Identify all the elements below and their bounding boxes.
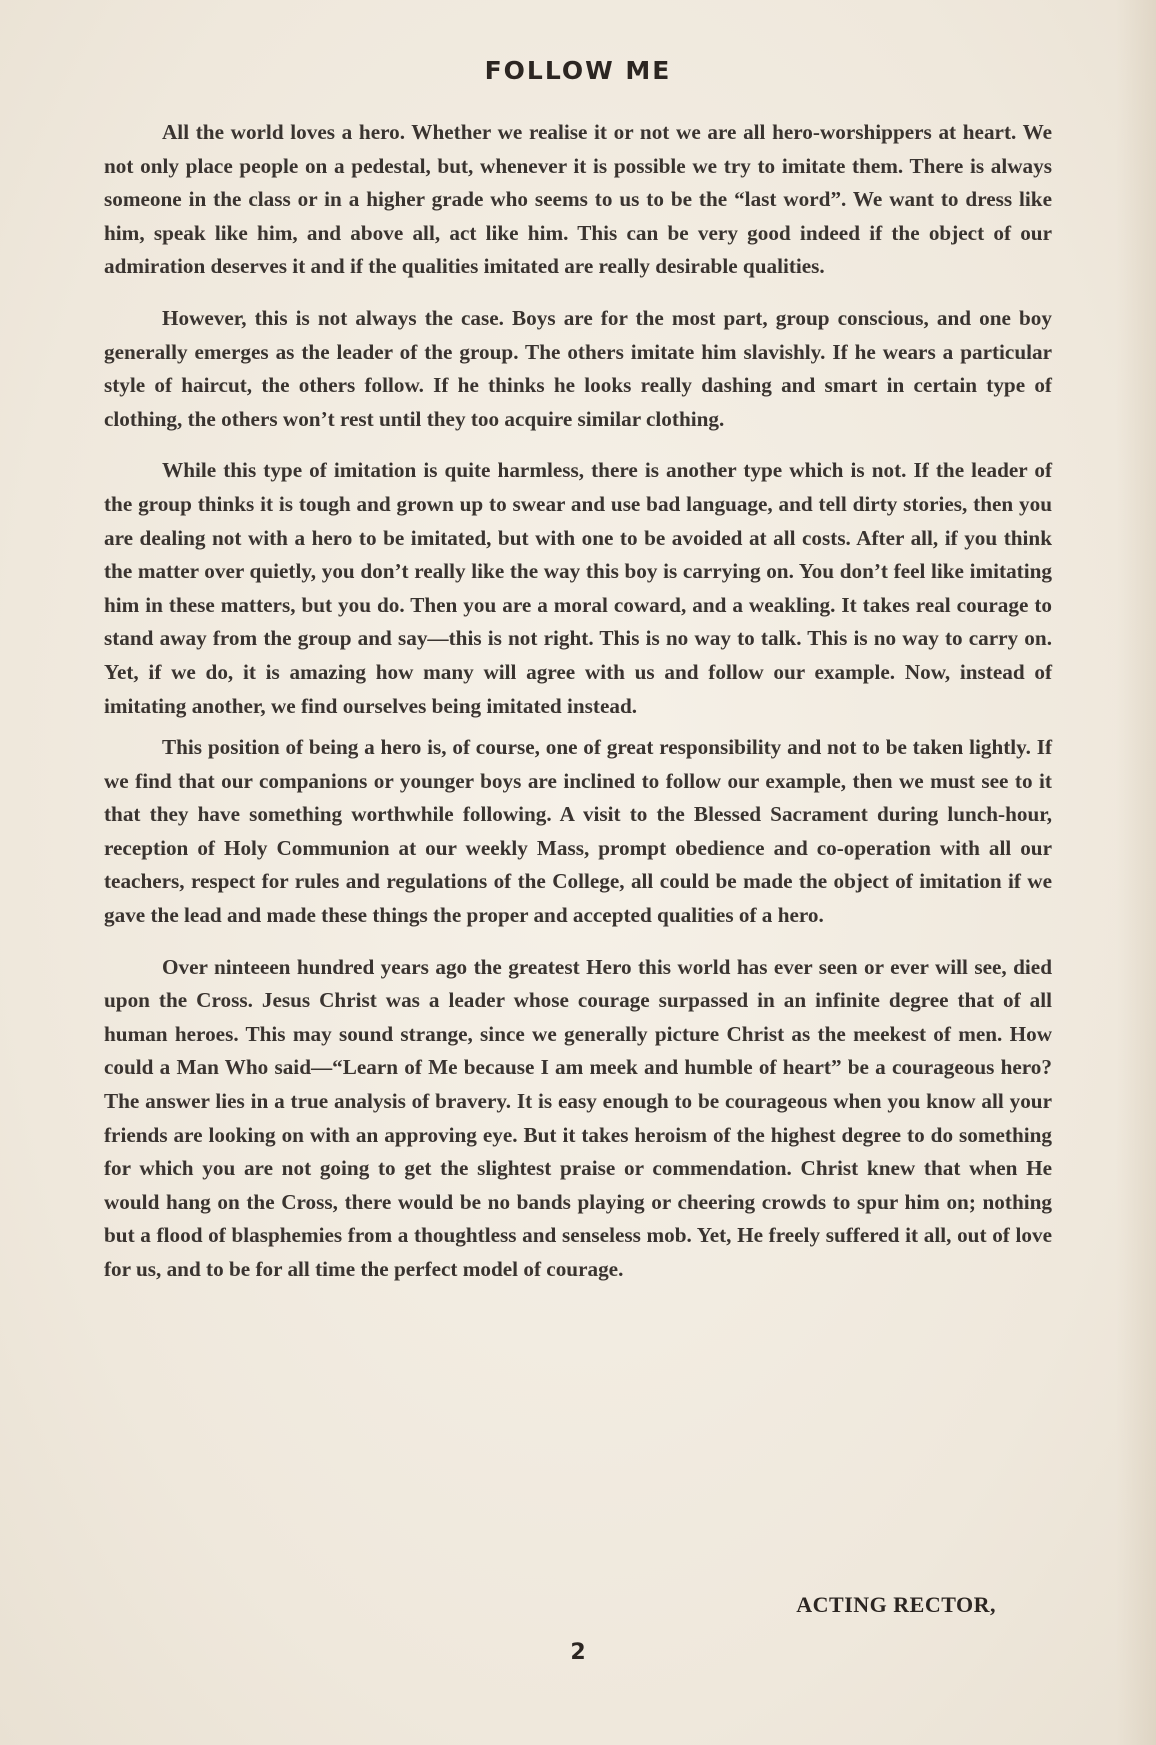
paragraph-4: This position of being a hero is, of course, one of great responsibility and not to be taken lightly. If we find that our companions or younger boys are inclined to follow our example, then we must see to it that they have something worthwhile following. A visit to the Blessed Sacrament during lunch-hour, reception of Holy Communion at our weekly Mass, prompt obedience and co-operation with all our teachers, respect for rules and regulations of the College, all could be made the object of imitation if we gave the lead and made these things the proper and accepted qualities of a hero. <box>104 735 1052 928</box>
article-body <box>104 116 1052 1305</box>
page-title: FOLLOW ME <box>484 56 672 85</box>
page-fold-shadow <box>1116 0 1156 1745</box>
paragraph-3: While this type of imitation is quite harmless, there is another type which is not. If the leader of the group thinks it is tough and grown up to swear and use bad language, and tell dirty stories, then you are dealing not with a hero to be imitated, but with one to be avoided at all costs. After all, if you think the matter over quietly, you don’t really like the way this boy is carrying on. You don’t feel like imitating him in these matters, but you do. Then you are a moral coward, and a weakling. It takes real courage to stand away from the group and say—this is not right. This is no way to talk. This is no way to carry on. Yet, if we do, it is amazing how many will agree with us and follow our example. Now, instead of imitating another, we find ourselves being imitated instead. <box>104 458 1052 718</box>
page-number: 2 <box>570 1640 586 1665</box>
paragraph-5: Over ninteeen hundred years ago the greatest Hero this world has ever seen or ever will see, died upon the Cross. Jesus Christ was a leader whose courage surpassed in an infinite degree that of all human heroes. This may sound strange, since we generally picture Christ as the meekest of men. How could a Man Who said—“Learn of Me because I am meek and humble of heart” be a courageous hero? The answer lies in a true analysis of bravery. It is easy enough to be courageous when you know all your friends are looking on with an approving eye. But it takes heroism of the highest degree to do something for which you are not going to get the slightest praise or commendation. Christ knew that when He would hang on the Cross, there would be no bands playing or cheering crowds to spur him on; nothing but a flood of blasphemies from a thoughtless and senseless mob. Yet, He freely suffered it all, out of love for us, and to be for all time the perfect model of courage. <box>104 954 1052 1281</box>
paragraph-2: However, this is not always the case. Boys are for the most part, group conscious, and one boy generally emerges as the leader of the group. The others imitate him slavishly. If he wears a particular style of haircut, the others follow. If he thinks he looks really dashing and smart in certain type of clothing, the others won’t rest until they too acquire similar clothing. <box>104 305 1052 431</box>
signature: ACTING RECTOR, <box>796 1592 996 1617</box>
paragraph-1: All the world loves a hero. Whether we realise it or not we are all hero-worshippers at heart. We not only place people on a pedestal, but, whenever it is possible we try to imitate them. There is always someone in the class or in a higher grade who seems to us to be the “last word”. We want to dress like him, speak like him, and above all, act like him. This can be very good indeed if the object of our admiration deserves it and if the qualities imitated are really desirable qualities. <box>104 120 1052 279</box>
